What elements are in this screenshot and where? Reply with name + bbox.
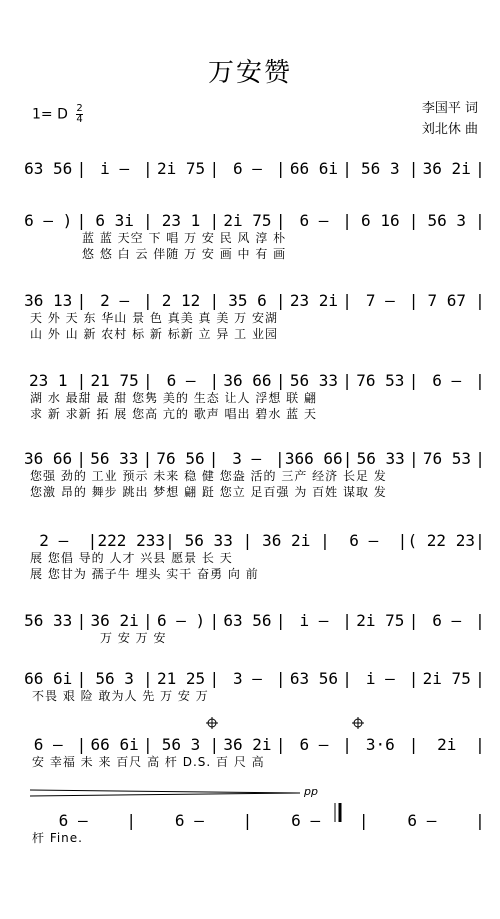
lyric-text: 万 安 万 安 [100,631,167,645]
measure: i – [100,159,130,178]
barline: | [342,669,352,688]
barline: | [209,371,220,390]
barline: | [408,159,419,178]
measure: 3 – [233,669,262,688]
barline: | [143,211,153,230]
barline: | [76,669,87,688]
barline: | [76,159,87,178]
lyric-text: 杆 Fine. [32,831,83,845]
time-numerator: 2 [76,103,83,114]
measure: 6 – [349,531,379,550]
measure: 2i 75 [223,211,272,230]
measure: 222 233 [97,531,165,550]
lyric-text: 您激 昂的 舞步 跳出 梦想 翩 跹 您立 足百强 为 百姓 谋取 发 [30,485,387,499]
barline: | [320,531,330,550]
measure: 6 – [299,211,329,230]
measure: 23 1 [161,211,201,230]
lyric-text: 山 外 山 新 农村 标 新 标新 立 异 工 业园 [30,327,278,341]
measure: 6 – [299,735,329,754]
measure: 6 – [166,371,196,390]
measure: 63 56 [24,159,73,178]
measure: 63 56 [223,611,272,630]
barline: | [342,211,352,230]
barline: | [143,291,153,310]
barline: | [342,611,352,630]
barline: | [209,611,220,630]
measure: 36 2i [223,735,272,754]
measure: 63 56 [289,669,338,688]
measure: 66 6i [24,669,73,688]
segno-icon [352,717,364,729]
measure: 56 33 [184,531,233,550]
lyricist: 李国平 词 [421,101,478,116]
lyric-text: 求 新 求新 拓 展 您高 亢的 歌声 唱出 碧水 蓝 天 [30,407,317,421]
barline: | [274,449,285,468]
measure: 2 – [39,531,69,550]
measure: 76 53 [422,449,471,468]
measure: 3·6 [365,735,395,754]
measure: 66 6i [90,735,139,754]
measure: 36 66 [24,449,73,468]
measure: 2i 75 [356,611,405,630]
barline: | [408,449,419,468]
measure: 2 12 [161,291,201,310]
measure: 35 6 [228,291,267,310]
measure: i – [299,611,329,630]
barline: | [342,371,352,390]
barline: | [142,449,153,468]
measure: 36 13 [24,291,73,310]
barline: | [76,371,87,390]
song-title: 万安赞 [207,58,292,88]
measure: 2i 75 [156,159,206,178]
measure: 6 – [432,611,462,630]
segno-icon [206,717,218,729]
barline: | [209,159,220,178]
diminuendo-hairpin [30,790,300,796]
barline: | [475,371,485,390]
barline: | [143,611,153,630]
barline: | [209,735,220,754]
barline: | [342,291,352,310]
measure: 56 3 [427,211,466,230]
lyric-text: 悠 悠 白 云 伴随 万 安 画 中 有 画 [82,247,287,261]
measure: 6 – [233,159,262,178]
measure: 3 – [232,449,262,468]
lyric-text: 展 您倡 导的 人才 兴县 愿景 长 天 [30,551,233,565]
barline: | [209,291,220,310]
barline: | [475,449,485,468]
barline: | [76,211,87,230]
barline: | [475,291,485,310]
barline: | [475,669,485,688]
barline: | [397,531,408,550]
barline: | [275,735,286,754]
barline: | [165,531,175,550]
measure: 6 – [291,811,321,830]
measure: ( 22 23 [407,531,475,550]
measure: 6 – [407,811,437,830]
barline: | [275,159,286,178]
barline: | [475,735,485,754]
composer: 刘北休 曲 [421,122,478,137]
barline: | [475,159,485,178]
measure: 23 1 [28,371,68,390]
measure: 66 6i [289,159,338,178]
barline: | [242,811,253,830]
barline: | [143,371,153,390]
barline: | [408,611,419,630]
measure: 56 33 [289,371,338,390]
measure: 6 – ) [24,211,73,230]
measure: 6 – [58,811,88,830]
measure: 76 53 [356,371,405,390]
time-denominator: 4 [76,114,83,125]
barline: | [209,211,220,230]
lyric-text: 展 您甘为 孺子牛 埋头 实干 奋勇 向 前 [30,567,259,581]
measure: 6 – ) [156,611,206,630]
barline: | [275,669,286,688]
measure: 366 66 [284,449,343,468]
barline: | [408,371,419,390]
barline: | [275,611,286,630]
measure: 2i 75 [422,669,471,688]
measure: 7 – [365,291,395,310]
barline: | [408,735,419,754]
measure: 56 3 [95,669,134,688]
barline: | [209,669,220,688]
lyric-text: 您强 劲的 工业 预示 未来 稳 健 您盎 活的 三产 经济 长足 发 [30,469,387,483]
barline: | [342,735,352,754]
measure: 76 56 [156,449,205,468]
lyric-text: 天 外 天 东 华山 景 色 真美 真 美 万 安湖 [30,311,278,325]
measure: 6 16 [361,211,400,230]
lyric-text: 湖 水 最甜 最 甜 您隽 美的 生态 让人 浮想 联 翩 [30,391,317,405]
measure: 36 66 [223,371,272,390]
measure: 36 2i [90,611,139,630]
measure: i – [365,669,395,688]
pp-dynamic: pp [304,785,318,798]
measure: 6 – [432,371,462,390]
measure: 56 3 [361,159,400,178]
barline: | [342,159,352,178]
barline: | [475,811,485,830]
barline: | [87,531,98,550]
measure: 56 3 [161,735,201,754]
measure: 56 33 [356,449,405,468]
barline: | [76,735,87,754]
barline: | [408,291,419,310]
measure: 23 2i [289,291,338,310]
barline: | [143,669,153,688]
measure: 7 67 [427,291,466,310]
measure: 56 33 [90,449,139,468]
barline: | [242,531,253,550]
barline: | [275,291,286,310]
barline: | [475,531,485,550]
lyric-text: 安 幸福 未 来 百尺 高 杆 D.S. 百 尺 高 [32,755,265,769]
barline: | [475,211,485,230]
barline: | [358,811,369,830]
barline: | [275,211,286,230]
barline: | [408,211,419,230]
measure: 2 – [100,291,130,310]
measure: 36 2i [262,531,311,550]
barline: | [143,159,153,178]
measure: 6 – [33,735,63,754]
measure: 6 – [174,811,204,830]
barline: | [475,611,485,630]
measure: 36 2i [422,159,471,178]
barline: | [342,449,353,468]
barline: | [76,611,87,630]
barline: | [76,449,87,468]
barline: | [408,669,419,688]
lyric-text: 不畏 艰 险 敢为人 先 万 安 万 [32,689,209,703]
measure: 21 75 [90,371,139,390]
barline: | [208,449,219,468]
barline: | [126,811,137,830]
barline: | [143,735,153,754]
key-label: 1= D [32,106,68,123]
barline: | [275,371,286,390]
measure: 21 25 [156,669,206,688]
measure: 6 3i [95,211,134,230]
lyric-text: 蓝 蓝 天空 下 唱 万 安 民 风 淳 朴 [82,231,287,245]
measure: 2i [437,735,457,754]
barline: | [76,291,87,310]
measure: 56 33 [24,611,73,630]
